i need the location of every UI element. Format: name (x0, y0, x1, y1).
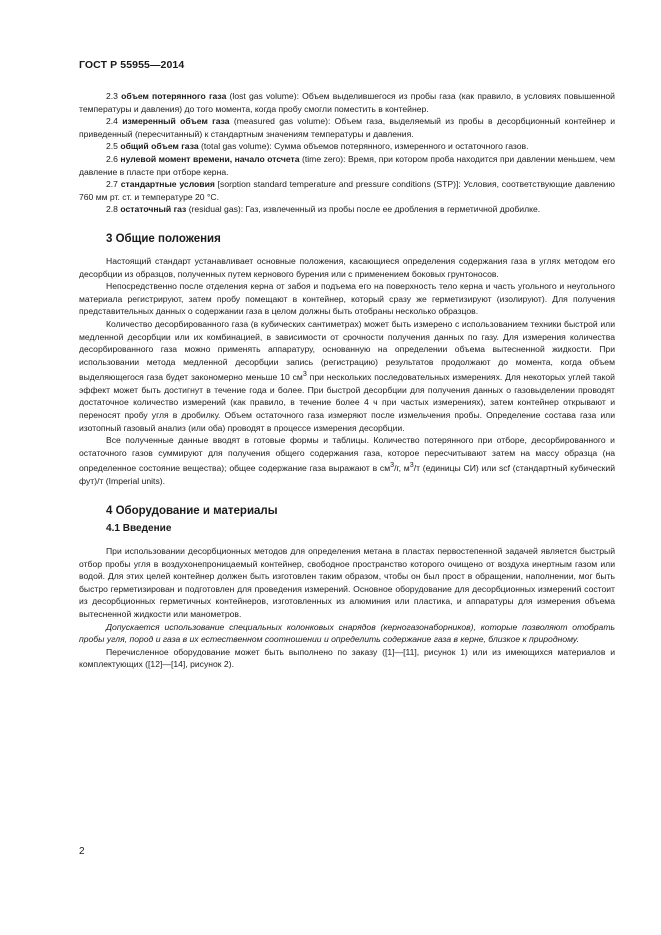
section-3-heading: 3 Общие положения (106, 232, 221, 245)
definition-2-3: 2.3 объем потерянного газа (lost gas volume): Объем выделившегося из пробы газа (как правило, в условиях повышенной температуры и давления) до того момента, когда пробу смогли поместить в контейнер. (79, 91, 615, 114)
term: остаточный газ (120, 204, 187, 215)
section-4-italic-note: Допускается использование специальных колонковых снарядов (керногазонаборников), которые позволяют отобрать пробы угля, пород и газа в их естественном соотношении и определить содержание газа в керне, близкое к природному. (79, 621, 615, 645)
section-4-heading: 4 Оборудование и материалы (106, 505, 278, 518)
definition-2-7: 2.7 стандартные условия [sorption standard temperature and pressure conditions (STP)]: Условия, соответствующие давлению 760 мм рт. ст. и температуре 20 °С. (79, 179, 615, 202)
section-4-paragraph-1: При использовании десорбционных методов для определения метана в пластах первостепенной задачей является быстрый отбор пробы угля в воздухонепроницаемый контейнер, свободное пространство которого очищено от воздуха инертным газом или водой. Для этих целей контейнер должен быть изготовлен таким образом, чтобы он был прост в обращении, наполнении, мог быть быстро герметизирован и подготовлен для проведения измерений. Основное оборудование для десорбционных измерений состоит из десорбционных герметичных контейнеров, изготовленных из алюминия или пластика, и аппаратуры для измерения объема вытесненной жидкости или манометров. (79, 545, 615, 619)
page-content (79, 90, 615, 671)
section-4-paragraph-3: Перечисленное оборудование может быть выполнено по заказу ([1]—[11], рисунок 1) или из имеющихся материалов и комплектующих ([12]—[14], рисунок 2). (79, 646, 615, 670)
definition-2-8: 2.8 остаточный газ (residual gas): Газ, извлеченный из пробы после ее дробления в герметичной дробилке. (106, 204, 541, 215)
document-header: ГОСТ Р 55955—2014 (79, 59, 185, 71)
term: общий объем газа (120, 141, 199, 152)
section-3-paragraph-1: Настоящий стандарт устанавливает основные положения, касающиеся определения содержания газа в углях методом его десорбции из образцов, полученных путем кернового бурения или с применением боковых грунтоносов. (79, 255, 615, 279)
section-3-paragraph-2: Непосредственно после отделения керна от забоя и подъема его на поверхность тело керна и часть угольного и неугольного материала регистрируют, затем пробу помещают в контейнер, который сразу же герметизируют (изолируют). Для получения представительных данных о содержании газа в целом должны быть отобраны несколько образцов. (79, 281, 615, 317)
term: нулевой момент времени, начало отсчета (120, 153, 300, 164)
term: стандартные условия (120, 179, 215, 190)
term: объем потерянного газа (121, 91, 227, 101)
section-3-paragraph-4: Все полученные данные вводят в готовые формы и таблицы. Количество потерянного при отборе, десорбированного и остаточного газов суммируют для получения общего содержания газа, которое пересчитывают затем на массу образца (на определенное состояние вещества); общее содержание газа выражают в $см^3/г$, $м^3/т$ (единицы СИ) или scf (стандартный кубический фут)/т (Imperial units). (79, 435, 616, 486)
subsection-4-1-heading: 4.1 Введение (106, 523, 172, 535)
definition-2-5: 2.5 общий объем газа (total gas volume): Сумма объемов потерянного, измеренного и остаточного газов. (106, 141, 529, 152)
section-3-paragraph-3: Количество десорбированного газа (в кубических сантиметрах) может быть измерено с использованием техники быстрой или медленной десорбции или их комбинацией, в зависимости от срочности получения данных по газу. Для измерения количества десорбированного газа можно применять аппаратуру, основанную на определении объема вытесненной жидкости. При использовании метода медленной десорбции запись (регистрацию) результатов продолжают до момента, когда объем выделяющегося газа будет закономерно меньше 10 $см^3$ при нескольких последовательных измерениях. Для некоторых углей такой эффект может быть достигнут в течение года и более. При быстрой десорбции для получения данных о газовыделении проводят достаточное количество измерений (как правило, в течение более 4 ч при частых измерениях), затем контейнер открывают и переносят пробу угля в дробилку. Объем остаточного газа измеряют после измельчения пробы. Определение состава газа или изотопный газовый анализ (или оба) проводят в процессе измерения десорбции. (79, 318, 615, 433)
term: измеренный объем газа (122, 116, 230, 127)
page-number: 2 (79, 846, 85, 857)
definition-2-4: 2.4 измеренный объем газа (measured gas volume): Объем газа, выделяемый из пробы в десорбционный контейнер и приведенный (пересчитанный) к стандартным значениям температуры и давления. (79, 116, 615, 139)
definition-2-6: 2.6 нулевой момент времени, начало отсчета (time zero): Время, при котором проба находится при давлении меньшем, чем давление в пласте при отборе керна. (79, 153, 615, 177)
